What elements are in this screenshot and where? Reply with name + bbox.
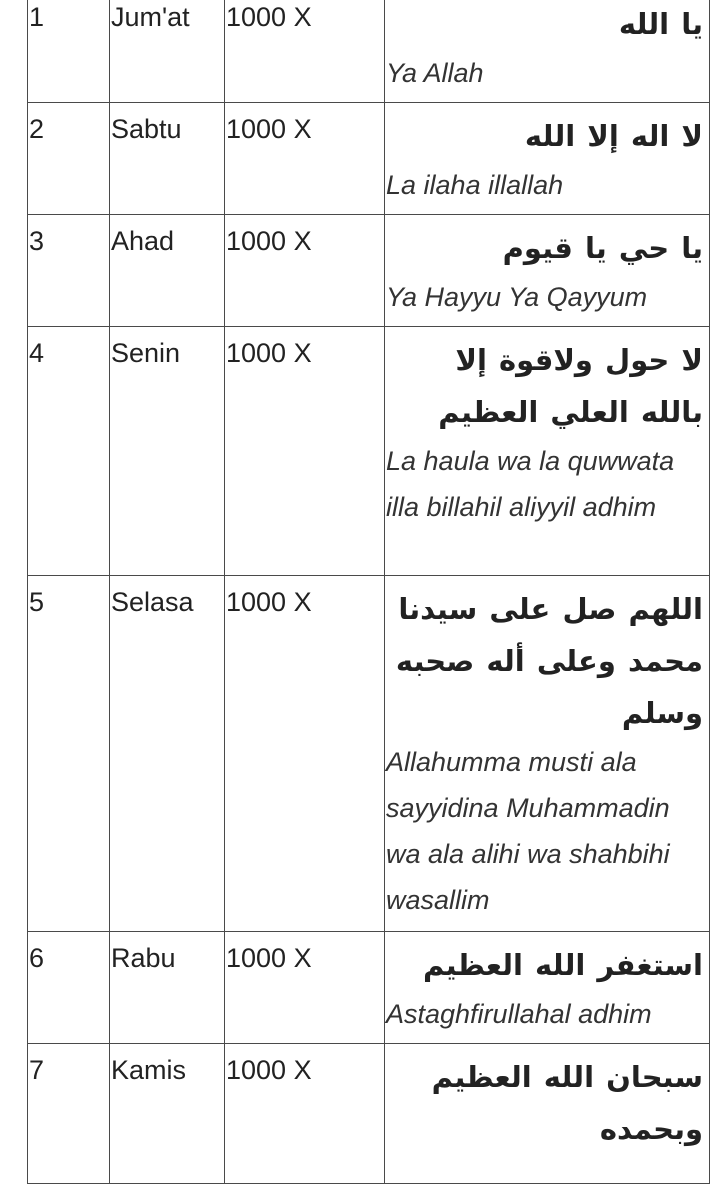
transliteration: Ya Hayyu Ya Qayyum <box>386 282 648 312</box>
table-row <box>28 0 710 103</box>
row-number: 2 <box>29 114 45 144</box>
repetition-count: 1000 X <box>226 587 312 617</box>
day-cell <box>110 103 225 215</box>
arabic-text: لا حول ولاقوة إلا بالله العلي العظيم <box>438 343 703 429</box>
dzikir-cell <box>385 327 710 576</box>
transliteration: Astaghfirullahal adhim <box>386 999 652 1029</box>
count-cell <box>225 932 385 1044</box>
row-number-cell <box>28 327 110 576</box>
dzikir-cell <box>385 1044 710 1184</box>
arabic-text: سبحان الله العظيم وبحمده <box>431 1060 703 1146</box>
transliteration: La ilaha illallah <box>386 170 564 200</box>
arabic-text: لا اله إلا الله <box>524 119 703 153</box>
repetition-count: 1000 X <box>226 226 312 256</box>
repetition-count: 1000 X <box>226 943 312 973</box>
day-cell <box>110 327 225 576</box>
row-number: 5 <box>29 587 45 617</box>
table-row <box>28 215 710 327</box>
dzikir-cell <box>385 576 710 932</box>
day-cell <box>110 215 225 327</box>
count-cell <box>225 327 385 576</box>
dzikir-schedule-table <box>27 0 710 1184</box>
dzikir-cell <box>385 0 710 103</box>
arabic-text: يا حي يا قيوم <box>502 231 703 265</box>
dzikir-cell <box>385 932 710 1044</box>
transliteration: Ya Allah <box>386 58 484 88</box>
day-name: Rabu <box>111 943 176 973</box>
repetition-count: 1000 X <box>226 114 312 144</box>
dzikir-cell <box>385 215 710 327</box>
day-name: Sabtu <box>111 114 182 144</box>
day-cell <box>110 576 225 932</box>
row-number-cell <box>28 576 110 932</box>
row-number-cell <box>28 1044 110 1184</box>
dzikir-cell <box>385 103 710 215</box>
row-number-cell <box>28 0 110 103</box>
repetition-count: 1000 X <box>226 2 312 32</box>
row-number-cell <box>28 932 110 1044</box>
transliteration: Allahumma musti ala sayyidina Muhammadin wa ala alihi wa shahbihi wasallim <box>386 747 670 915</box>
day-cell <box>110 0 225 103</box>
day-name: Senin <box>111 338 181 368</box>
row-number: 3 <box>29 226 45 256</box>
day-name: Jum'at <box>111 2 190 32</box>
row-number: 4 <box>29 338 45 368</box>
arabic-text: يا الله <box>618 7 703 41</box>
count-cell <box>225 1044 385 1184</box>
count-cell <box>225 103 385 215</box>
row-number: 7 <box>29 1055 45 1085</box>
count-cell <box>225 0 385 103</box>
day-cell <box>110 1044 225 1184</box>
repetition-count: 1000 X <box>226 1055 312 1085</box>
repetition-count: 1000 X <box>226 338 312 368</box>
transliteration: La haula wa la quwwata illa billahil aliyyil adhim <box>386 446 675 522</box>
row-number-cell <box>28 215 110 327</box>
table-row <box>28 932 710 1044</box>
row-number-cell <box>28 103 110 215</box>
arabic-text: استغفر الله العظيم <box>422 948 703 982</box>
table-row <box>28 327 710 576</box>
arabic-text: اللهم صل على سيدنا محمد وعلى أله صحبه وسلم <box>395 592 703 730</box>
row-number: 1 <box>29 2 45 32</box>
table-row <box>28 103 710 215</box>
day-name: Ahad <box>111 226 175 256</box>
day-name: Kamis <box>111 1055 187 1085</box>
row-number: 6 <box>29 943 45 973</box>
table-row <box>28 1044 710 1184</box>
day-name: Selasa <box>111 587 194 617</box>
count-cell <box>225 576 385 932</box>
count-cell <box>225 215 385 327</box>
day-cell <box>110 932 225 1044</box>
table-row <box>28 576 710 932</box>
